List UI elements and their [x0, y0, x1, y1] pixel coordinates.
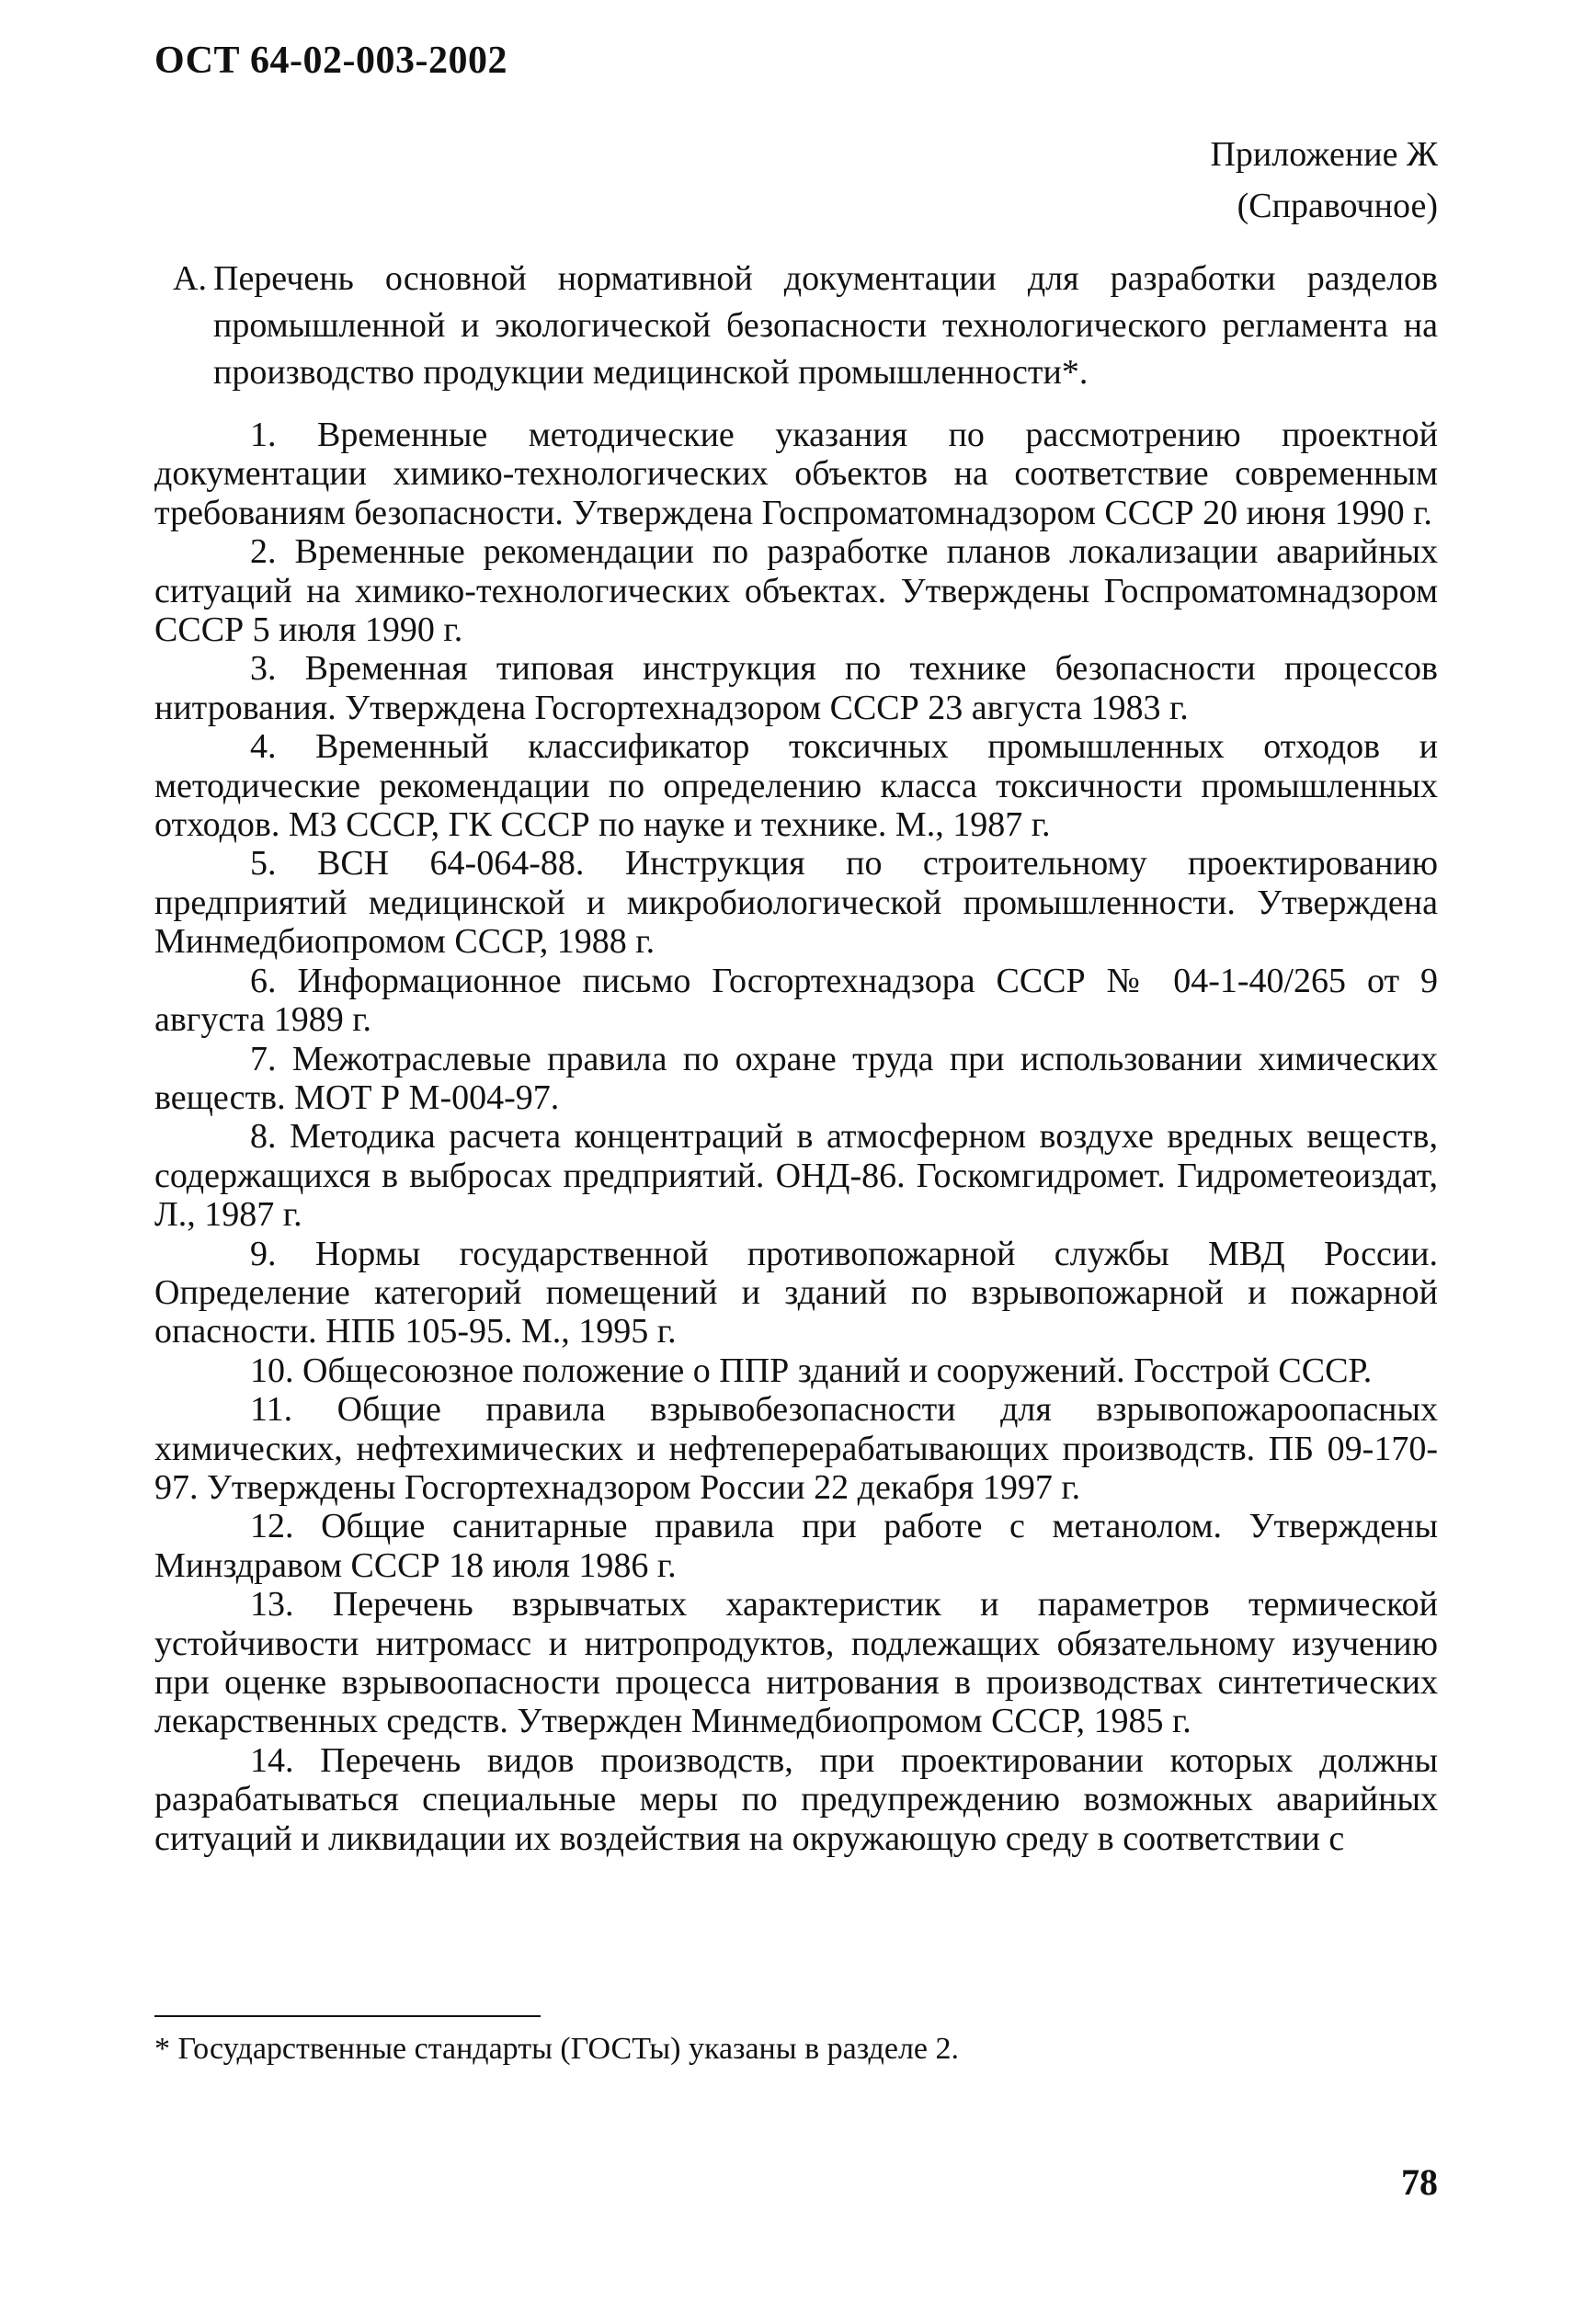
list-item-number: 8.: [250, 1117, 277, 1157]
list-item: [154, 1741, 1438, 1858]
page-number: 78: [1401, 2161, 1438, 2203]
list-item-number: 10.: [250, 1351, 294, 1390]
reference-list: [154, 416, 1438, 1858]
list-item-number: 6.: [250, 961, 277, 1000]
footnote: * Государственные стандарты (ГОСТы) указаны в разделе 2.: [154, 2032, 960, 2066]
list-item-text: Временная типовая инструкция по технике безопасности процессов нитрования. Утверждена Госгортехнадзором СССР 23 августа 1983 г.: [154, 649, 1439, 727]
list-item-number: 11.: [250, 1390, 293, 1430]
list-item: [154, 727, 1438, 844]
list-item-number: 1.: [250, 416, 277, 454]
list-item-text: Общие санитарные правила при работе с метанолом. Утверждены Минздравом СССР 18 июля 1986 г.: [154, 1507, 1439, 1585]
appendix-title: Приложение Ж: [1210, 135, 1438, 174]
list-item-text: Межотраслевые правила по охране труда при использовании химических веществ. МОТ Р М-004-97.: [154, 1039, 1438, 1117]
list-item-text: ВСН 64-064-88. Инструкция по строительному проектированию предприятий медицинской и микробиологической промышленности. Утверждена Минмедбиопромом СССР, 1988 г.: [154, 844, 1438, 962]
list-item: [154, 532, 1438, 649]
list-item-number: 5.: [250, 844, 277, 884]
list-item: [154, 416, 1438, 532]
list-item: [154, 844, 1438, 961]
list-item: [154, 1351, 1438, 1390]
list-item: [154, 1040, 1438, 1118]
document-code: ОСТ 64-02-003-2002: [154, 40, 507, 82]
list-item-number: 3.: [250, 649, 277, 689]
list-item-text: Методика расчета концентраций в атмосферном воздухе вредных веществ, содержащихся в выбросах предприятий. ОНД-86. Госкомгидромет. Гидрометеоиздат, Л., 1987 г.: [154, 1117, 1439, 1235]
list-item-number: 14.: [250, 1740, 294, 1780]
list-item: [154, 1585, 1438, 1741]
list-item-number: 2.: [250, 532, 277, 572]
list-item-number: 9.: [250, 1234, 277, 1273]
list-item-text: Информационное письмо Госгортехнадзора СССР № 04-1-40/265 от 9 августа 1989 г.: [154, 961, 1439, 1040]
list-item-number: 13.: [250, 1585, 294, 1625]
list-item-text: Временные рекомендации по разработке планов локализации аварийных ситуаций на химико-технологических объектах. Утверждены Госпроматомнадзором СССР 5 июля 1990 г.: [154, 532, 1438, 650]
list-item-number: 7.: [250, 1039, 277, 1078]
section-title: Перечень основной нормативной документации для разработки разделов промышленной и экологической безопасности технологического регламента на производство продукции медицинской промышленности*.: [213, 259, 1438, 392]
list-item: [154, 1507, 1438, 1585]
list-item: [154, 962, 1438, 1040]
appendix-heading: [886, 129, 1438, 232]
list-item: [154, 1235, 1438, 1351]
list-item-text: Временные методические указания по рассмотрению проектной документации химико-технологических объектов на соответствие современным требованиям безопасности. Утверждена Госпроматомнадзором СССР 20 июня 1990 г.: [154, 416, 1438, 532]
list-item-text: Перечень видов производств, при проектировании которых должны разрабатываться специальные меры по предупреждению возможных аварийных ситуаций и ликвидации их воздействия на окружающую среду в соответствии с: [154, 1740, 1439, 1858]
list-item-text: Перечень взрывчатых характеристик и параметров термической устойчивости нитромасс и нитропродуктов, подлежащих обязательному изучению при оценке взрывоопасности процесса нитрования в производствах синтетических лекарственных средств. Утвержден Минмедбиопромом СССР, 1985 г.: [154, 1585, 1438, 1741]
section-letter: А.: [173, 259, 207, 298]
list-item: [154, 1390, 1438, 1507]
list-item: [154, 649, 1438, 727]
appendix-type: (Справочное): [1237, 187, 1438, 225]
list-item-number: 4.: [250, 727, 277, 767]
section-heading: [173, 256, 1438, 396]
list-item-text: Нормы государственной противопожарной службы МВД России. Определение категорий помещений и зданий по взрывопожарной и пожарной опасности. НПБ 105-95. М., 1995 г.: [154, 1234, 1439, 1351]
list-item: [154, 1117, 1438, 1234]
list-item-number: 12.: [250, 1507, 294, 1546]
list-item-text: Общесоюзное положение о ППР зданий и сооружений. Госстрой СССР.: [302, 1351, 1373, 1390]
list-item-text: Общие правила взрывобезопасности для взрывопожароопасных химических, нефтехимических и нефтеперерабатывающих производств. ПБ 09-170-97. Утверждены Госгортехнадзором России 22 декабря 1997 г.: [154, 1390, 1439, 1507]
footnote-divider: [154, 2015, 541, 2017]
list-item-text: Временный классификатор токсичных промышленных отходов и методические рекомендации по определению класса токсичности промышленных отходов. МЗ СССР, ГК СССР по науке и технике. М., 1987 г.: [154, 727, 1438, 845]
